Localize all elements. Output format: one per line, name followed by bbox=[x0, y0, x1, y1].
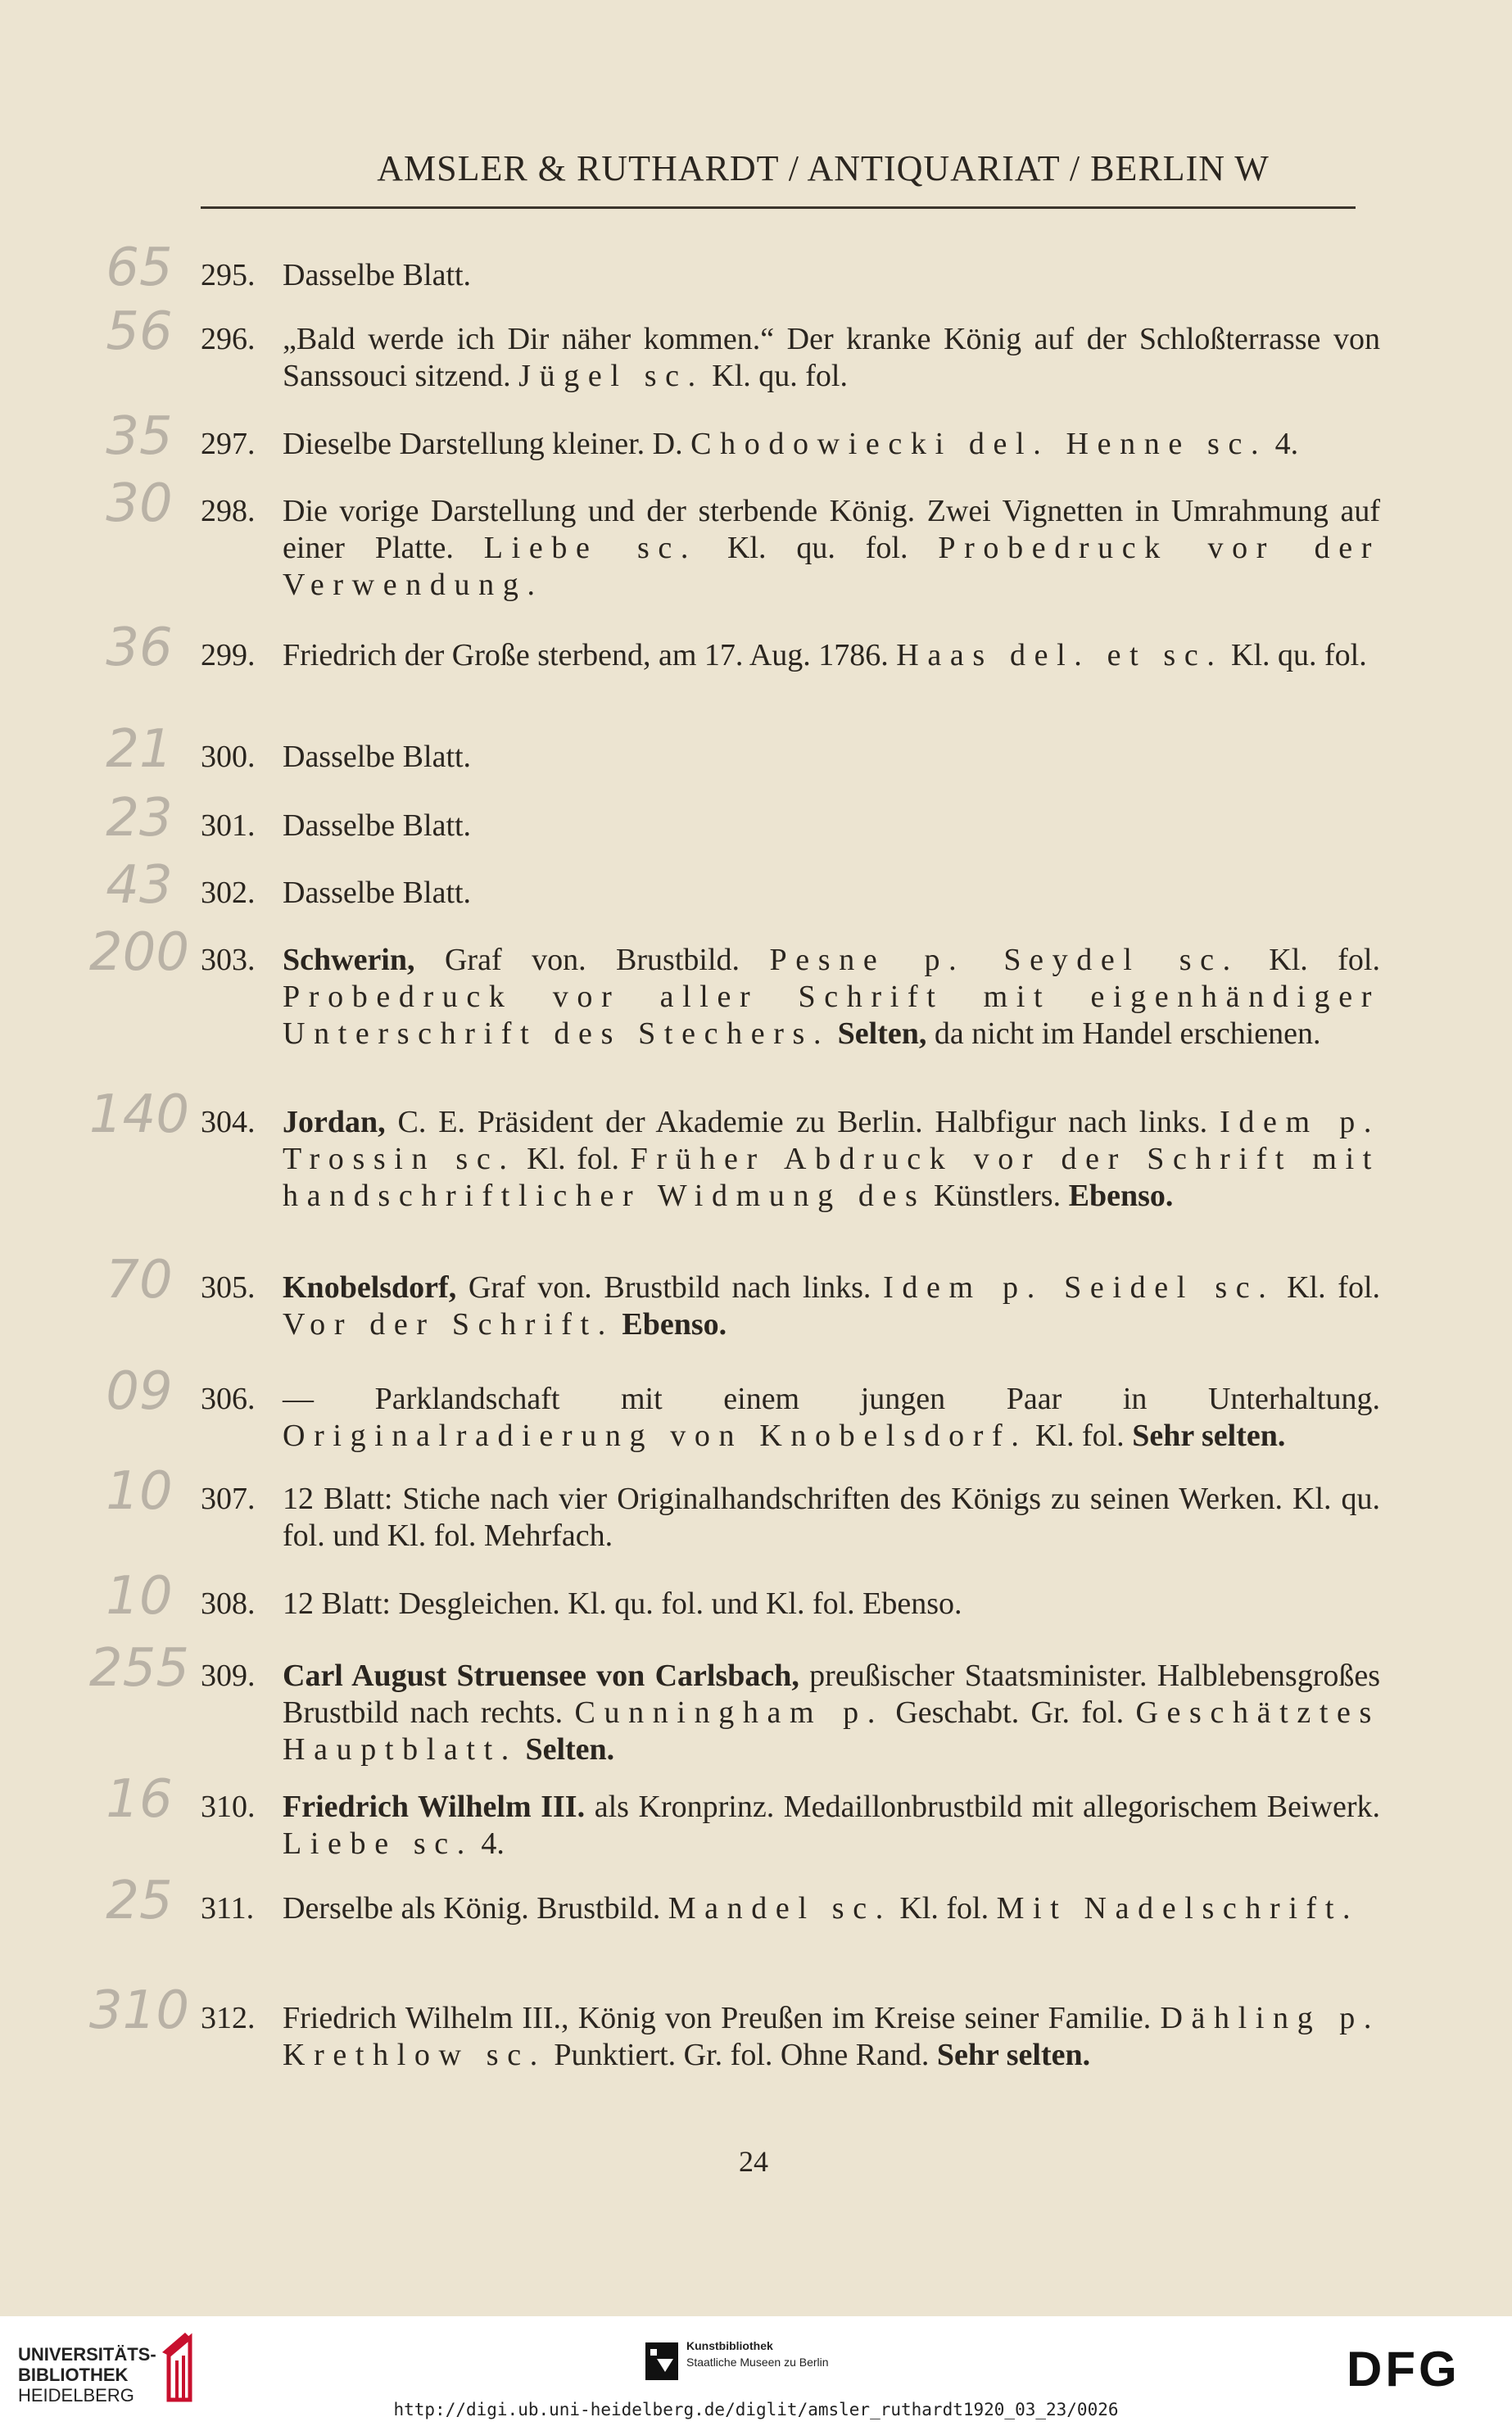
ub-logo-icon bbox=[154, 2328, 211, 2403]
catalog-entry bbox=[201, 1104, 1380, 1215]
catalog-entry bbox=[201, 1381, 1380, 1455]
catalog-entry bbox=[201, 426, 1380, 463]
entry-text: Knobelsdorf, Graf von. Brustbild nach links. Idem p. Seidel sc. Kl. fol. Vor der Schrift. Ebenso. bbox=[283, 1270, 1381, 1342]
entry-text: Jordan, C. E. Präsident der Akademie zu Berlin. Halbfigur nach links. Idem p. Trossin sc. Kl. fol. Früher Abdruck vor der Schrift mit handschriftlicher Widmung des Künstlers. Ebenso. bbox=[283, 1105, 1380, 1213]
handwritten-price: 10 bbox=[106, 1566, 173, 1627]
handwritten-price: 09 bbox=[106, 1361, 173, 1422]
entry-number: 301. bbox=[201, 808, 256, 843]
entry-text: Dasselbe Blatt. bbox=[283, 258, 472, 292]
entry-text: „Bald werde ich Dir näher kommen.“ Der kranke König auf der Schloßterrasse von Sanssouci sitzend. Jügel sc. Kl. qu. fol. bbox=[283, 322, 1380, 393]
entry-number: 295. bbox=[201, 258, 256, 292]
entry-number: 307. bbox=[201, 1482, 256, 1516]
kunstbibliothek-label[interactable] bbox=[686, 2338, 829, 2370]
ub-line-1: UNIVERSITÄTS- bbox=[18, 2344, 156, 2365]
entry-text: Friedrich Wilhelm III. als Kronprinz. Medaillonbrustbild mit allegorischem Beiwerk. Liebe sc. 4. bbox=[283, 1790, 1380, 1861]
header-rule bbox=[201, 206, 1356, 209]
entry-text: Schwerin, Graf von. Brustbild. Pesne p. Seydel sc. Kl. fol. Probedruck vor aller Schrift mit eigenhändiger Unterschrift des Stechers. Selten, da nicht im Handel erschienen. bbox=[283, 943, 1380, 1051]
handwritten-price: 23 bbox=[106, 788, 173, 849]
catalog-entry bbox=[201, 942, 1380, 1052]
catalog-entry bbox=[201, 2000, 1380, 2074]
entry-number: 297. bbox=[201, 427, 256, 461]
catalog-entry bbox=[201, 257, 1380, 294]
handwritten-price: 43 bbox=[106, 855, 173, 916]
catalog-entry bbox=[201, 739, 1380, 776]
catalog-entry bbox=[201, 875, 1380, 912]
entry-number: 311. bbox=[201, 1891, 255, 1926]
catalog-entry bbox=[201, 493, 1380, 604]
handwritten-price: 10 bbox=[106, 1461, 173, 1522]
entry-number: 306. bbox=[201, 1382, 256, 1416]
handwritten-price: 310 bbox=[88, 1980, 190, 2041]
kunstbibliothek-logo-icon bbox=[645, 2342, 678, 2380]
entry-number: 312. bbox=[201, 2001, 256, 2035]
catalog-entry bbox=[201, 808, 1380, 844]
handwritten-price: 65 bbox=[106, 238, 173, 298]
entry-text: Friedrich Wilhelm III., König von Preußen im Kreise seiner Familie. Dähling p. Krethlow sc. Punktiert. Gr. fol. Ohne Rand. Sehr selten. bbox=[283, 2001, 1380, 2072]
entry-text: Friedrich der Große sterbend, am 17. Aug. 1786. Haas del. et sc. Kl. qu. fol. bbox=[283, 638, 1367, 672]
entry-text: Carl August Struensee von Carlsbach, preußischer Staatsminister. Halblebensgroßes Brustbild nach rechts. Cunningham p. Geschabt. Gr. fol. Geschätztes Hauptblatt. Selten. bbox=[283, 1659, 1381, 1767]
entry-text: Dasselbe Blatt. bbox=[283, 808, 472, 843]
catalog-entry bbox=[201, 1890, 1380, 1927]
entry-number: 305. bbox=[201, 1270, 256, 1305]
catalog-entry bbox=[201, 1789, 1380, 1862]
entry-number: 298. bbox=[201, 494, 256, 528]
handwritten-price: 35 bbox=[106, 406, 173, 467]
entry-text: Dieselbe Darstellung kleiner. D. Chodowiecki del. Henne sc. 4. bbox=[283, 427, 1299, 461]
entry-text: 12 Blatt: Desgleichen. Kl. qu. fol. und Kl. fol. Ebenso. bbox=[283, 1586, 962, 1621]
catalog-entry bbox=[201, 321, 1380, 395]
entry-text: Die vorige Darstellung und der sterbende König. Zwei Vignetten in Umrahmung auf einer Platte. Liebe sc. Kl. qu. fol. Probedruck vor der Verwendung. bbox=[283, 494, 1381, 602]
entry-text: — Parklandschaft mit einem jungen Paar in Unterhaltung. Originalradierung von Knobelsdorf. Kl. fol. Sehr selten. bbox=[283, 1382, 1380, 1453]
catalog-entry bbox=[201, 637, 1380, 674]
kb-subtitle: Staatliche Museen zu Berlin bbox=[686, 2356, 829, 2369]
entry-text: 12 Blatt: Stiche nach vier Originalhandschriften des Königs zu seinen Werken. Kl. qu. fol. und Kl. fol. Mehrfach. bbox=[283, 1482, 1380, 1553]
handwritten-price: 25 bbox=[106, 1871, 173, 1931]
handwritten-price: 16 bbox=[106, 1769, 173, 1830]
dfg-logo[interactable]: DFG bbox=[1347, 2342, 1460, 2397]
entry-text: Derselbe als König. Brustbild. Mandel sc. Kl. fol. Mit Nadelschrift. bbox=[283, 1891, 1360, 1926]
handwritten-price: 21 bbox=[106, 719, 173, 780]
catalog-entry bbox=[201, 1586, 1380, 1623]
permalink-url[interactable]: http://digi.ub.uni-heidelberg.de/diglit/amsler_ruthardt1920_03_23/0026 bbox=[393, 2400, 1119, 2419]
handwritten-price: 140 bbox=[88, 1084, 190, 1145]
entry-number: 310. bbox=[201, 1790, 256, 1824]
entry-number: 300. bbox=[201, 740, 256, 774]
catalog-entry bbox=[201, 1658, 1380, 1768]
ub-line-3: HEIDELBERG bbox=[18, 2385, 134, 2406]
entry-text: Dasselbe Blatt. bbox=[283, 740, 472, 774]
handwritten-price: 255 bbox=[88, 1638, 190, 1699]
catalog-entry bbox=[201, 1481, 1380, 1555]
entry-number: 309. bbox=[201, 1659, 256, 1693]
ub-line-2: BIBLIOTHEK bbox=[18, 2365, 129, 2385]
handwritten-price: 30 bbox=[106, 473, 173, 534]
entry-number: 303. bbox=[201, 943, 256, 977]
footer-bar bbox=[0, 2316, 1512, 2426]
page-header: AMSLER & RUTHARDT / ANTIQUARIAT / BERLIN W bbox=[377, 148, 1270, 188]
entry-number: 304. bbox=[201, 1105, 256, 1139]
handwritten-price: 70 bbox=[106, 1250, 173, 1310]
handwritten-price: 36 bbox=[106, 618, 173, 678]
entry-number: 296. bbox=[201, 322, 256, 356]
handwritten-price: 200 bbox=[88, 922, 190, 983]
entry-number: 308. bbox=[201, 1586, 256, 1621]
entry-number: 302. bbox=[201, 876, 256, 910]
handwritten-price: 56 bbox=[106, 301, 173, 362]
kb-title: Kunstbibliothek bbox=[686, 2339, 773, 2352]
page-number: 24 bbox=[739, 2145, 768, 2178]
entry-number: 299. bbox=[201, 638, 256, 672]
ub-heidelberg-wordmark[interactable] bbox=[18, 2344, 156, 2406]
catalog-entry bbox=[201, 1270, 1380, 1343]
entry-text: Dasselbe Blatt. bbox=[283, 876, 472, 910]
